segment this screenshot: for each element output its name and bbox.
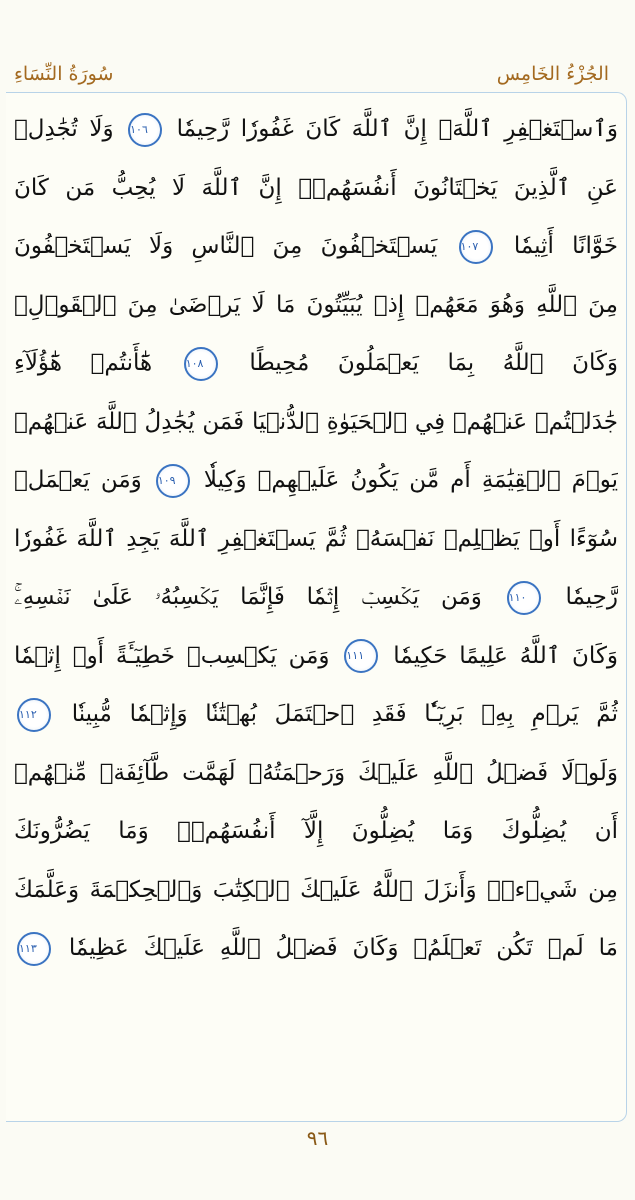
verse-line <box>14 568 618 627</box>
verse-text: يَوۡمَ ٱلۡقِيَٰمَةِ أَم مَّن يَكُونُ عَلَيۡهِمۡ وَكِيلٗا <box>203 467 618 493</box>
ayah-number-marker: ١٠٨ <box>184 347 218 381</box>
verse-line <box>14 627 618 686</box>
verse-line <box>14 919 618 978</box>
ayah-number-marker: ١٠٦ <box>128 113 162 147</box>
verse-line <box>14 334 618 393</box>
verse-text: ثُمَّ يَرۡمِ بِهِۦ بَرِيٓـٔٗا فَقَدِ ٱحۡتَمَلَ بُهۡتَٰنٗا وَإِثۡمٗا مُّبِينٗا <box>71 701 618 727</box>
ayah-number-marker: ١٠٧ <box>459 230 493 264</box>
verse-line <box>14 685 618 744</box>
verse-line <box>14 451 618 510</box>
page-number: ٩٦ <box>306 1126 329 1150</box>
verse-line <box>14 802 618 861</box>
verse-text: وَلَوۡلَا فَضۡلُ ٱللَّهِ عَلَيۡكَ وَرَحۡمَتُهُۥ لَهَمَّت طَّآئِفَةٞ مِّنۡهُمۡ <box>14 759 618 786</box>
verse-line <box>14 744 618 803</box>
verse-text: هَٰٓأَنتُمۡ هَٰٓؤُلَآءِ <box>14 350 153 376</box>
surah-name: سُورَةُ النِّسَاءِ <box>14 63 114 85</box>
ayah-number-marker: ١١٣ <box>17 932 51 966</box>
verse-line <box>14 393 618 452</box>
ayah-number-marker: ١١٠ <box>507 581 541 615</box>
verse-text: وَلَا تُجَٰدِلۡ <box>14 116 114 142</box>
verse-text: وَمَن يَكۡسِبۡ إِثۡمٗا فَإِنَّمَا يَكۡسِبُهُۥ عَلَىٰ نَفۡسِهِۦۚ <box>14 584 482 610</box>
ayah-number-marker: ١١١ <box>344 639 378 673</box>
verse-text: وَكَانَ ٱللَّهُ عَلِيمًا حَكِيمٗا <box>393 642 618 669</box>
verse-text: وَٱسۡتَغۡفِرِ ٱللَّهَۖ إِنَّ ٱللَّهَ كَانَ غَفُورٗا رَّحِيمٗا <box>176 116 618 142</box>
verse-text: خَوَّانًا أَثِيمٗا <box>513 233 618 259</box>
verse-text: وَمَن يَكۡسِبۡ خَطِيٓـَٔةً أَوۡ إِثۡمٗا <box>14 642 330 669</box>
verse-text: مَا لَمۡ تَكُن تَعۡلَمُۚ وَكَانَ فَضۡلُ ٱللَّهِ عَلَيۡكَ عَظِيمٗا <box>68 935 618 961</box>
verse-text: يَسۡتَخۡفُونَ مِنَ ٱلنَّاسِ وَلَا يَسۡتَخۡفُونَ <box>14 233 438 259</box>
verse-text: مِنَ ٱللَّهِ وَهُوَ مَعَهُمۡ إِذۡ يُبَيِّتُونَ مَا لَا يَرۡضَىٰ مِنَ ٱلۡقَوۡلِۚ <box>14 291 618 318</box>
verse-text: سُوٓءًا أَوۡ يَظۡلِمۡ نَفۡسَهُۥ ثُمَّ يَسۡتَغۡفِرِ ٱللَّهَ يَجِدِ ٱللَّهَ غَفُورٗا <box>14 525 618 552</box>
verse-line <box>14 159 618 218</box>
verse-line <box>14 861 618 920</box>
quran-text-body <box>14 100 618 978</box>
verse-text: أَن يُضِلُّوكَ وَمَا يُضِلُّونَ إِلَّآ أَنفُسَهُمۡۖ وَمَا يَضُرُّونَكَ <box>14 818 618 844</box>
verse-text: عَنِ ٱلَّذِينَ يَخۡتَانُونَ أَنفُسَهُمۡۚ إِنَّ ٱللَّهَ لَا يُحِبُّ مَن كَانَ <box>14 174 618 201</box>
verse-text: مِن شَيۡءٖۚ وَأَنزَلَ ٱللَّهُ عَلَيۡكَ ٱلۡكِتَٰبَ وَٱلۡحِكۡمَةَ وَعَلَّمَكَ <box>14 876 618 903</box>
page-header <box>0 0 635 92</box>
verse-text: وَكَانَ ٱللَّهُ بِمَا يَعۡمَلُونَ مُحِيطًا <box>249 350 618 376</box>
verse-line <box>14 100 618 159</box>
verse-text: وَمَن يَعۡمَلۡ <box>14 467 142 493</box>
verse-line <box>14 217 618 276</box>
verse-text: رَّحِيمٗا <box>565 584 618 610</box>
verse-line <box>14 276 618 335</box>
verse-text: جَٰدَلۡتُمۡ عَنۡهُمۡ فِي ٱلۡحَيَوٰةِ ٱلدُّنۡيَا فَمَن يُجَٰدِلُ ٱللَّهَ عَنۡهُمۡ <box>14 408 618 435</box>
ayah-number-marker: ١١٢ <box>17 698 51 732</box>
juz-name: الجُزْءُ الخَامِس <box>496 63 609 85</box>
ayah-number-marker: ١٠٩ <box>156 464 190 498</box>
verse-line <box>14 510 618 569</box>
